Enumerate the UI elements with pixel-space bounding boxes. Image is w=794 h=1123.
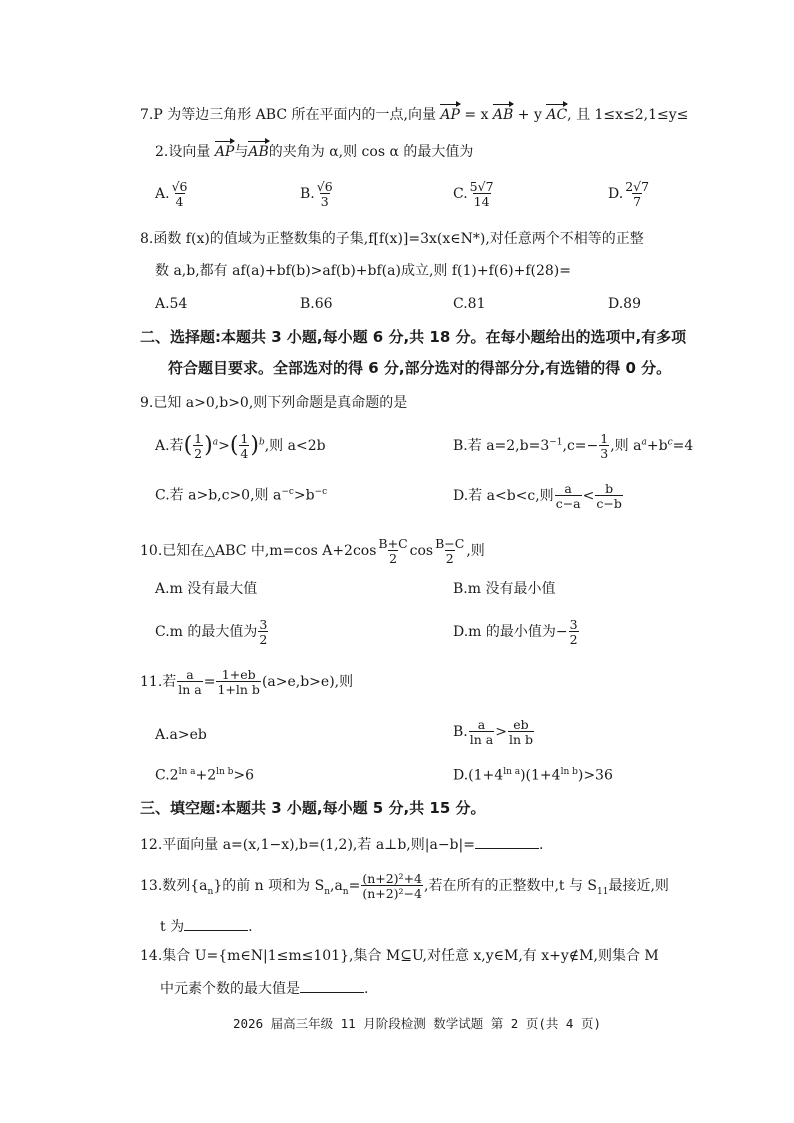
- q13-line1: 13.数列$\{a_n\}$的前 n 项和为 $S_n,a_n=$ $\frac{\text{(n+2)²+4}}{\text{(n+2)²−4}}$ ,若在所有的正整数中,t 与 $S_{11}$最接近,则: [140, 871, 669, 902]
- q12-answer-blank[interactable]: [475, 836, 539, 849]
- q14-line2: 中元素个数的最大值是 .: [160, 981, 369, 997]
- q8-option-a: A.54: [155, 296, 188, 312]
- q9-option-d: D.若 a<b<c,则 $\frac{a}{c-a}$ < $\frac{b}{c-b}$: [453, 481, 622, 512]
- q8-option-b: B.66: [300, 296, 333, 312]
- q7-option-a: A. $\frac{√6}{4}$: [155, 179, 188, 210]
- q11-option-b: B. $\frac{a}{\text{ln a}}$ > $\frac{eb}{\text{ln b}}$: [453, 717, 533, 748]
- page-footer: 2026 届高三年级 11 月阶段检测 数学试题 第 2 页(共 4 页): [233, 1016, 601, 1031]
- vector-ab: AB: [492, 107, 514, 123]
- q10-option-b: B.m 没有最小值: [453, 581, 556, 597]
- q8-option-c: C.81: [453, 296, 486, 312]
- q14-line1: 14.集合 U={m∈N|1≤m≤101},集合 M⊆U,对任意 x,y∈M,有 x+y∉M,则集合 M: [140, 948, 659, 964]
- q7-option-d: D. $\frac{2√7}{7}$: [608, 179, 650, 210]
- q8-line1: 8.函数 f(x)的值域为正整数集的子集,f[f(x)]=3x(x∈N*),对任意两个不相等的正整: [140, 231, 644, 247]
- q10-option-d: D.m 的最小值为− $\frac{3}{2}$: [453, 617, 578, 648]
- vector-ac: AC: [546, 107, 568, 123]
- section2-heading-line1: 二、选择题:本题共 3 小题,每小题 6 分,共 18 分。在每小题给出的选项中,有多项: [140, 328, 687, 346]
- q9-option-c: C.若 a>b,c>0,则 $a^{-c}>b^{-c}$: [155, 487, 328, 504]
- q13-answer-blank[interactable]: [184, 918, 248, 931]
- q11-option-c: $C.2^{ln a}+2^{ln b}>6$: [155, 767, 255, 784]
- q10-stem: 10.已知在△ABC 中,m=cos A+2cos $\frac{B+C}{2}$ cos $\frac{B-C}{2}$ ,则: [140, 536, 485, 567]
- q9-option-a: A.若( $\frac{1}{2}$ )$^a$>( $\frac{1}{4}$ )$^b$,则 a<2b: [155, 431, 326, 462]
- q10-option-a: A.m 没有最大值: [155, 581, 258, 597]
- q7-line1: 7.P 为等边三角形 ABC 所在平面内的一点,向量 AP = x AB + y AC, 且 1≤x≤2,1≤y≤: [140, 107, 689, 123]
- q11-option-d: $D.(1+4^{ln a})(1+4^{ln b})>36$: [453, 767, 613, 784]
- q9-stem: 9.已知 a>0,b>0,则下列命题是真命题的是: [140, 395, 408, 411]
- q11-option-a: A.a>eb: [155, 727, 207, 743]
- section3-heading: 三、填空题:本题共 3 小题,每小题 5 分,共 15 分。: [140, 799, 486, 817]
- vector-ap: AP: [440, 107, 460, 123]
- section2-heading-line2: 符合题目要求。全部选对的得 6 分,部分选对的得部分分,有选错的得 0 分。: [168, 359, 672, 377]
- q8-line2: 数 a,b,都有 af(a)+bf(b)>af(b)+bf(a)成立,则 f(1)+f(6)+f(28)=: [155, 263, 571, 279]
- q7-option-c: C. $\frac{5√7}{14}$: [453, 179, 494, 210]
- q12: 12.平面向量 a=(x,1−x),b=(1,2),若 a⊥b,则|a−b|= .: [140, 837, 544, 853]
- q13-line2: t 为 .: [160, 919, 253, 935]
- q14-answer-blank[interactable]: [300, 980, 364, 993]
- q10-option-c: C.m 的最大值为 $\frac{3}{2}$: [155, 617, 268, 648]
- q7-line2: 2.设向量 AP与AB的夹角为 α,则 cos α 的最大值为: [155, 144, 474, 160]
- q11-stem: 11.若 $\frac{a}{\text{ln a}}$ = $\frac{1+eb}{\text{1+ln b}}$ (a>e,b>e),则: [140, 667, 354, 698]
- q7-option-b: B. $\frac{√6}{3}$: [300, 179, 333, 210]
- q8-option-d: D.89: [608, 296, 641, 312]
- q9-option-b: B.若 $a=2,b=3^{-1},c=-$ $\frac{1}{3}$ ,则 $a^a+b^c=4$: [453, 431, 694, 462]
